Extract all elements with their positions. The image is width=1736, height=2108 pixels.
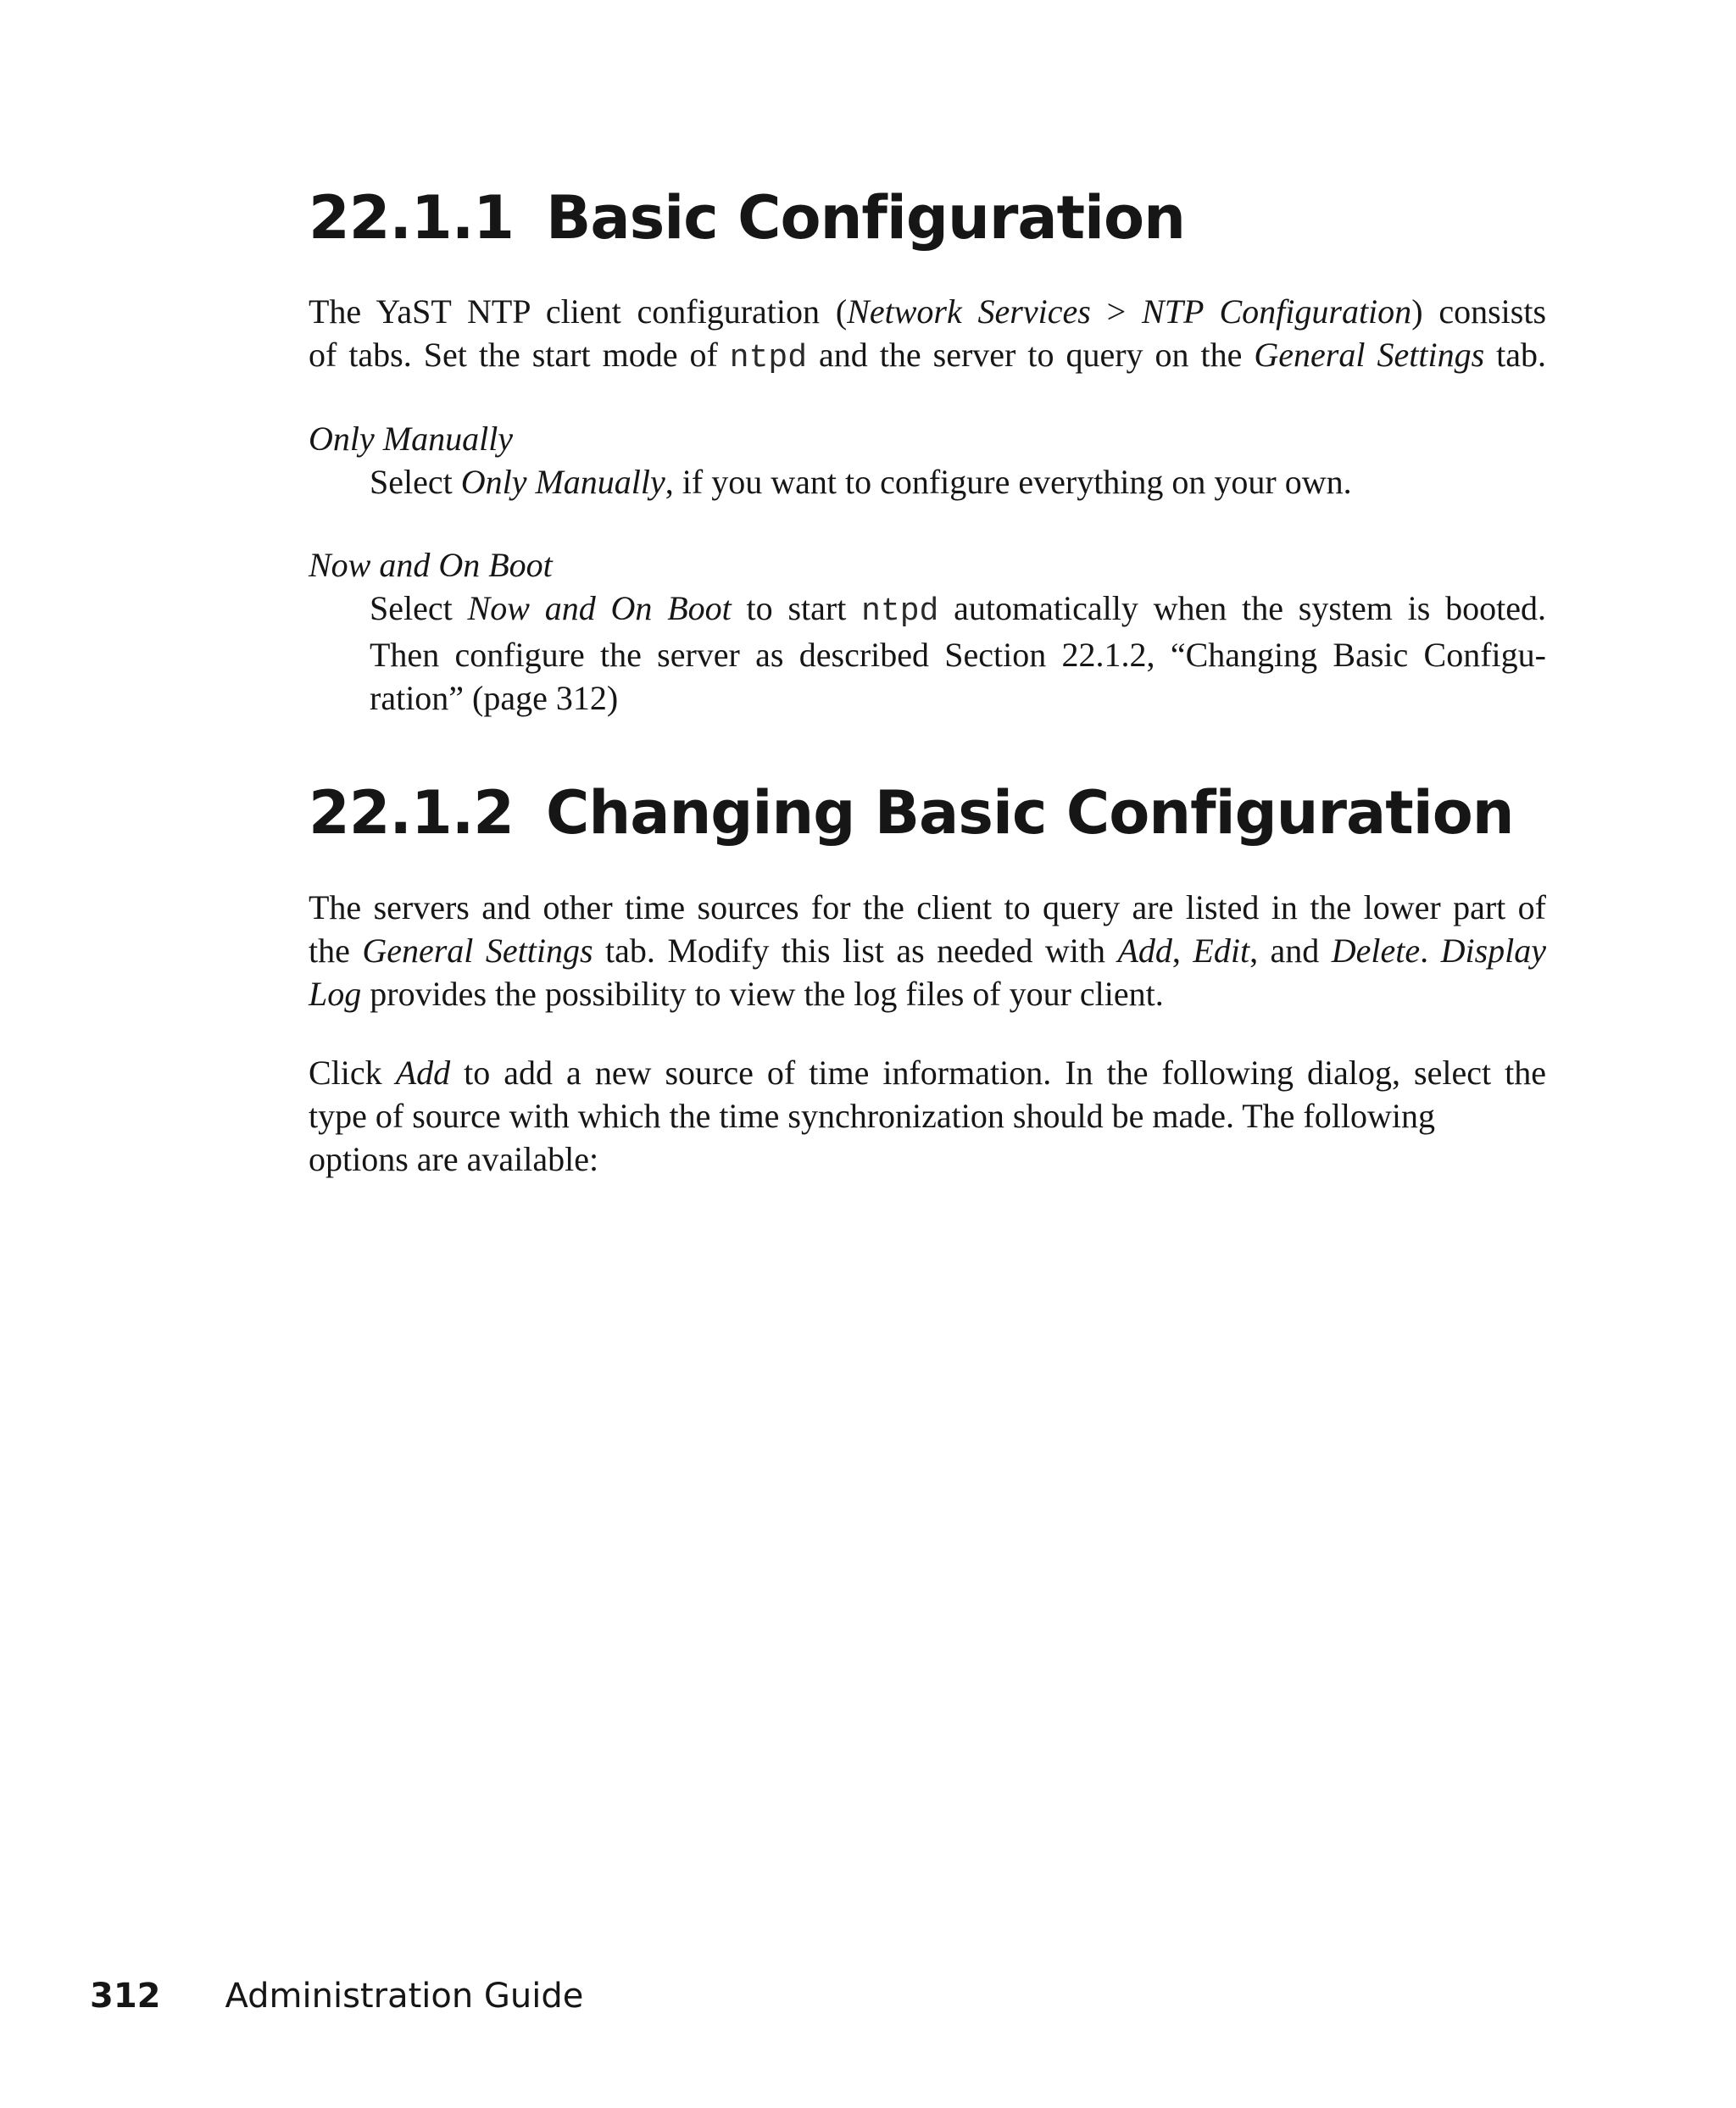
definition-term: Now and On Boot <box>309 546 553 584</box>
command-literal: ntpd <box>729 340 808 376</box>
body-paragraph <box>309 886 1546 1015</box>
section-title: Changing Basic Configuration <box>546 778 1514 848</box>
text-run: The YaST NTP client configuration ( <box>309 292 848 331</box>
paragraph-line: options are available: <box>309 1140 599 1178</box>
command-literal: ntpd <box>861 593 939 630</box>
paragraph-line <box>309 1051 1546 1094</box>
paragraph-line <box>309 972 1546 1015</box>
paragraph-line <box>309 929 1546 972</box>
text-run: the <box>309 932 363 970</box>
text-run: , if you want to configure everything on your own. <box>665 463 1352 501</box>
text-run: tab. <box>1484 336 1547 374</box>
paragraph-line <box>309 290 1546 333</box>
section-heading-basic-configuration <box>309 183 1185 253</box>
text-run: , <box>1171 932 1194 970</box>
gui-label: NTP Configuration <box>1142 292 1412 331</box>
gui-label: Edit <box>1193 932 1250 970</box>
text-run: of tabs. Set the start mode of <box>309 336 730 374</box>
gui-label: Delete <box>1331 932 1421 970</box>
paragraph-line <box>370 587 1546 633</box>
definition-term: Only Manually <box>309 420 514 458</box>
gui-label: Log <box>309 975 362 1013</box>
section-number: 22.1.2 <box>309 778 515 848</box>
gui-label: General Settings <box>1254 336 1485 374</box>
section-title: Basic Configuration <box>546 183 1185 253</box>
section-number: 22.1.1 <box>309 183 515 253</box>
cross-reference-line: ration” (page 312) <box>370 679 619 717</box>
page-number: 312 <box>90 1977 161 2016</box>
gui-label: Add <box>395 1054 451 1092</box>
gui-label: General Settings <box>362 932 593 970</box>
text-run: Select <box>370 589 468 627</box>
text-run: Click <box>309 1054 396 1092</box>
cross-reference-line: Then configure the server as described Section 22.1.2, “Changing Basic Configu- <box>370 636 1546 674</box>
gui-label: Now and On Boot <box>467 589 732 627</box>
text-run: tab. Modify this list as needed with <box>593 932 1118 970</box>
text-run: ) consists <box>1411 292 1547 331</box>
gui-label: Only Manually <box>460 463 665 501</box>
text-run: , and <box>1249 932 1332 970</box>
page-footer <box>90 1977 583 2016</box>
gui-label: Add <box>1117 932 1172 970</box>
paragraph-line: type of source with which the time synchronization should be made. The following <box>309 1097 1435 1135</box>
text-run: and the server to query on the <box>807 336 1255 374</box>
section-intro-paragraph <box>309 290 1546 380</box>
gui-label: Network Services <box>847 292 1091 331</box>
text-run: > <box>1090 292 1143 331</box>
definition-description <box>370 460 1546 503</box>
body-paragraph <box>309 1051 1546 1181</box>
text-run: automatically when the system is booted. <box>938 589 1547 627</box>
text-run: . <box>1420 932 1441 970</box>
gui-label: Display <box>1440 932 1547 970</box>
text-run: Select <box>370 463 461 501</box>
text-run: provides the possibility to view the log files of your client. <box>361 975 1164 1013</box>
text-run: to add a new source of time information. In the following dialog, select the <box>450 1054 1546 1092</box>
paragraph-line <box>309 333 1546 380</box>
definition-description <box>370 587 1546 720</box>
section-heading-changing-basic-configuration <box>309 778 1514 848</box>
text-run: to start <box>731 589 862 627</box>
paragraph-line <box>370 460 1546 503</box>
paragraph-line: The servers and other time sources for the client to query are listed in the lower part of <box>309 888 1546 926</box>
book-title: Administration Guide <box>225 1977 584 2016</box>
